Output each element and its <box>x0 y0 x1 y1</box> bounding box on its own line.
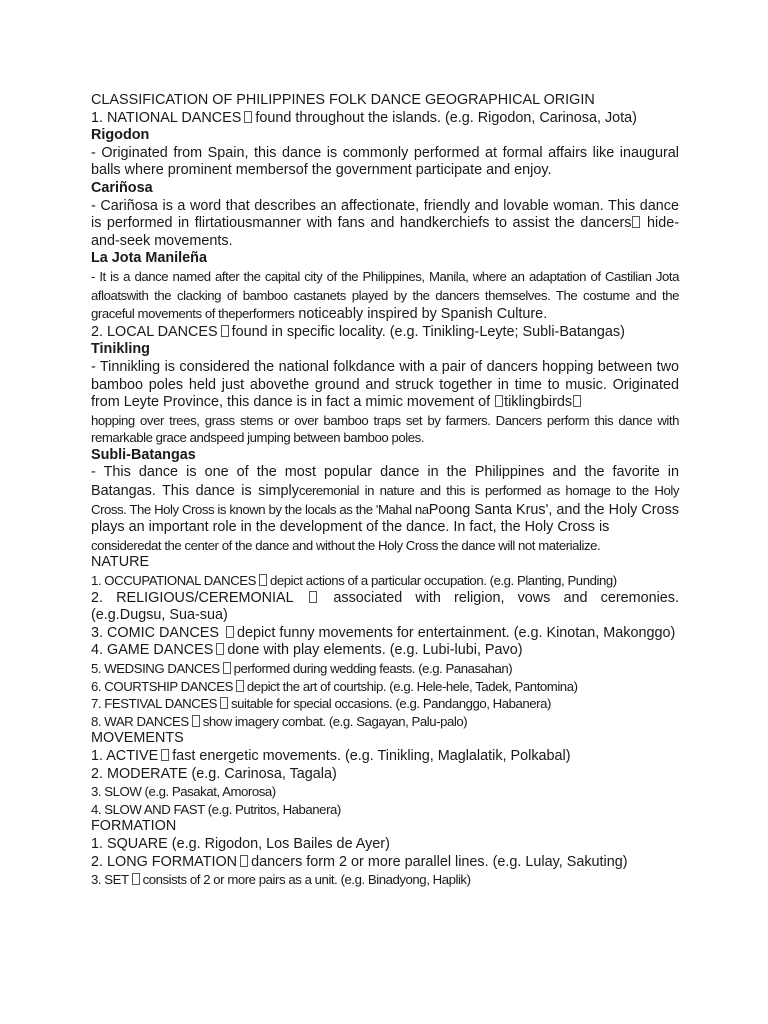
subli-paragraph <box>91 464 679 536</box>
missing-glyph-icon <box>223 662 231 674</box>
subli-text-a: - This dance is one of the most popular dance in the Philippines and the favorite in Batangas. This dance is simply <box>91 464 679 500</box>
nature-item-desc: depict actions of a particular occupation. (e.g. Planting, Punding) <box>270 573 617 589</box>
nature-item-label: 6. COURTSHIP DANCES <box>91 678 233 694</box>
missing-glyph-icon <box>216 643 224 655</box>
document-title: CLASSIFICATION OF PHILIPPINES FOLK DANCE GEOGRAPHICAL ORIGIN <box>91 92 595 108</box>
movements-heading: MOVEMENTS <box>91 730 184 747</box>
nature-heading: NATURE <box>91 554 150 571</box>
movements-item-active <box>91 748 679 766</box>
subli-text-b: ceremonial in nature and this is performed as homage to the Holy Cross. The Holy Cross is known by the locals as the 'Mahal na <box>91 483 679 517</box>
jota-heading: La Jota Manileña <box>91 250 207 267</box>
nature-item-label: 3. COMIC DANCES <box>91 624 219 641</box>
tinikling-paragraph-2: hopping over trees, grass stems or over bamboo traps set by farmers. Dancers perform this dance with remarkable grace andspeed jumping between bamboo poles. <box>91 412 679 446</box>
nature-item-2 <box>91 590 679 625</box>
nature-item-label: 4. GAME DANCES <box>91 642 214 659</box>
movements-item-desc: fast energetic movements. (e.g. Tinikling, Maglalatik, Polkabal) <box>172 747 571 764</box>
nature-item-desc: done with play elements. (e.g. Lubi-lubi, Pavo) <box>227 642 523 659</box>
nature-item-desc: associated with religion, vows and ceremonies. (e.g.Dugsu, Sua-sua) <box>91 589 680 624</box>
national-dances-desc: found throughout the islands. (e.g. Rigodon, Carinosa, Jota) <box>255 109 637 126</box>
carinosa-text-a: - Cariñosa is a word that describes an affectionate, friendly and lovable woman. This dance is performed in flirtatiousmanner with fans and handkerchiefs to assist the dancers <box>91 197 679 232</box>
rigodon-heading: Rigodon <box>91 127 150 144</box>
nature-item-desc: suitable for special occasions. (e.g. Pandanggo, Habanera) <box>231 696 551 712</box>
nature-item-1 <box>91 572 679 590</box>
formation-item-label: 3. SET <box>91 872 129 888</box>
jota-paragraph <box>91 268 679 324</box>
missing-glyph-icon <box>259 574 267 586</box>
missing-glyph-icon <box>495 395 503 407</box>
formation-item-long <box>91 854 679 872</box>
movements-item-slow-fast: 4. SLOW AND FAST (e.g. Putritos, Habanera) <box>91 801 341 817</box>
missing-glyph-icon <box>220 697 228 709</box>
subli-paragraph-end: consideredat the center of the dance and without the Holy Cross the dance will not materialize. <box>91 537 601 553</box>
tinikling-paragraph-1 <box>91 359 679 412</box>
rigodon-paragraph: - Originated from Spain, this dance is commonly performed at formal affairs like inaugural balls where prominent membersof the government participate and enjoy. <box>91 144 679 179</box>
nature-item-desc: depict funny movements for entertainment. (e.g. Kinotan, Makonggo) <box>236 624 676 641</box>
local-dances-desc: found in specific locality. (e.g. Tinikling-Leyte; Subli-Batangas) <box>231 323 625 340</box>
national-dances-line <box>91 110 679 128</box>
subli-text-c: Poong Santa Krus', and the Holy Cross plays an important role in the development of the dance. In fact, the Holy Cross is <box>91 501 679 536</box>
local-dances-label: 2. LOCAL DANCES <box>91 323 218 340</box>
jota-text-a: - It is a dance named after the capital city of the Philippines, Manila, where an adaptation of Castilian Jota afloatswith the clacking of bamboo castanets played by the dancers themselves. The costume and the graceful movements of theperformers <box>91 268 679 322</box>
nature-item-6 <box>91 678 679 696</box>
missing-glyph-icon <box>226 626 234 638</box>
tinikling-text-a: - Tinnikling is considered the national folkdance with a pair of dancers hopping between two bamboo poles held just abovethe ground and struck together in time to music. Originated from Leyte Province, this dance is in fact a mimic movement of <box>91 358 679 411</box>
nature-item-label: 5. WEDSING DANCES <box>91 661 220 676</box>
missing-glyph-icon <box>309 591 317 603</box>
nature-item-desc: show imagery combat. (e.g. Sagayan, Palu-palo) <box>202 713 468 729</box>
nature-item-label: 2. RELIGIOUS/CEREMONIAL <box>91 589 294 606</box>
missing-glyph-icon <box>161 749 169 761</box>
nature-item-desc: performed during wedding feasts. (e.g. Panasahan) <box>233 661 513 676</box>
local-dances-line <box>91 324 679 342</box>
movements-item-slow: 3. SLOW (e.g. Pasakat, Amorosa) <box>91 784 276 800</box>
national-dances-label: 1. NATIONAL DANCES <box>91 109 242 126</box>
tinikling-heading: Tinikling <box>91 341 150 358</box>
formation-item-set <box>91 871 679 889</box>
nature-item-label: 7. FESTIVAL DANCES <box>91 696 218 712</box>
movements-item-moderate: 2. MODERATE (e.g. Carinosa, Tagala) <box>91 765 337 782</box>
nature-item-4 <box>91 642 679 660</box>
carinosa-paragraph <box>91 198 679 251</box>
missing-glyph-icon <box>240 855 248 867</box>
formation-item-desc: consists of 2 or more pairs as a unit. (e.g. Binadyong, Haplik) <box>142 872 471 888</box>
carinosa-heading: Cariñosa <box>91 179 153 196</box>
missing-glyph-icon <box>244 111 252 123</box>
tinikling-text-b: tiklingbirds <box>504 394 573 411</box>
formation-item-square: 1. SQUARE (e.g. Rigodon, Los Bailes de Ayer) <box>91 835 390 852</box>
nature-item-3 <box>91 625 679 643</box>
formation-item-desc: dancers form 2 or more parallel lines. (e.g. Lulay, Sakuting) <box>251 853 628 870</box>
missing-glyph-icon <box>236 680 244 692</box>
missing-glyph-icon <box>192 715 200 727</box>
missing-glyph-icon <box>221 325 229 337</box>
missing-glyph-icon <box>632 216 640 228</box>
carinosa-text-b: hide-and-seek movements. <box>91 215 679 249</box>
formation-item-label: 2. LONG FORMATION <box>91 853 238 870</box>
subli-heading: Subli-Batangas <box>91 446 196 463</box>
formation-heading: FORMATION <box>91 818 177 835</box>
nature-item-label: 8. WAR DANCES <box>91 713 189 729</box>
nature-item-desc: depict the art of courtship. (e.g. Hele-hele, Tadek, Pantomina) <box>246 678 578 694</box>
nature-item-8 <box>91 713 679 731</box>
missing-glyph-icon <box>573 395 581 407</box>
nature-item-7 <box>91 695 679 713</box>
movements-item-label: 1. ACTIVE <box>91 747 159 764</box>
nature-item-5 <box>91 660 679 678</box>
jota-text-b: noticeably inspired by Spanish Culture. <box>298 306 548 323</box>
document-page <box>91 92 679 889</box>
nature-item-label: 1. OCCUPATIONAL DANCES <box>91 573 256 589</box>
missing-glyph-icon <box>132 873 140 885</box>
